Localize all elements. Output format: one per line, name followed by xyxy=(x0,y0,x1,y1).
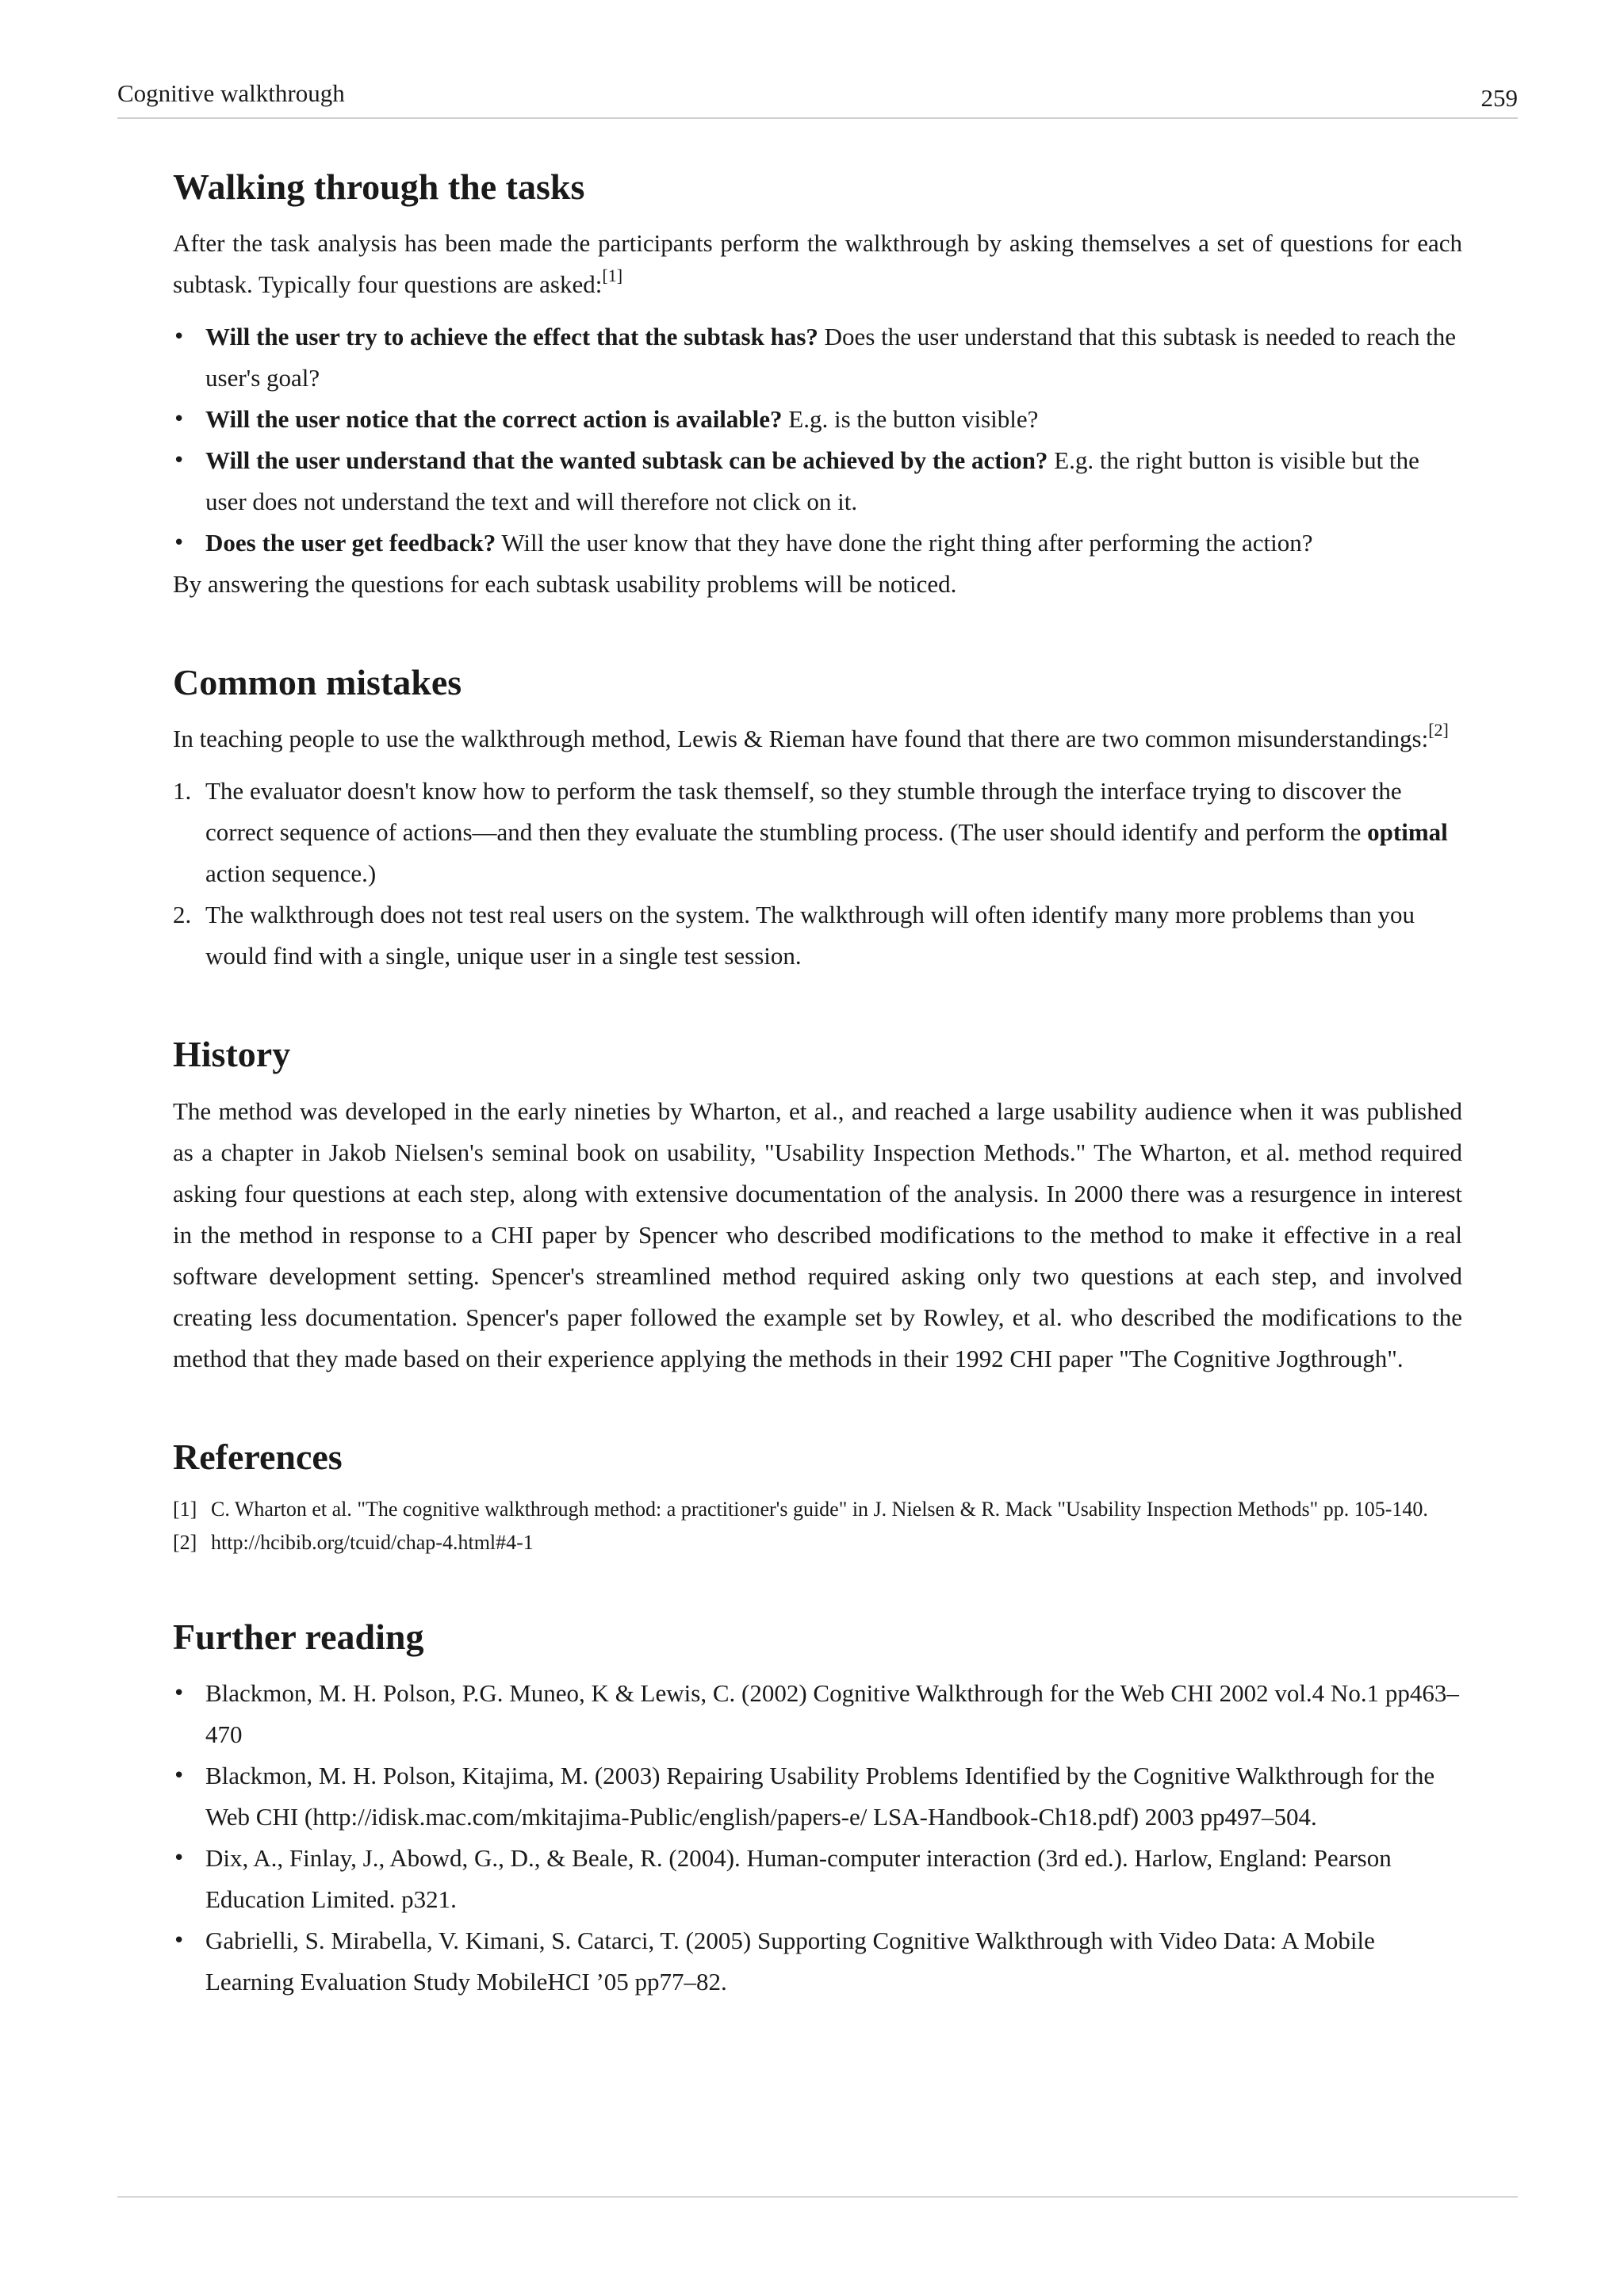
bullet-marker: • xyxy=(173,1928,186,1953)
list-item xyxy=(173,1755,1462,1838)
item-text: action sequence.) xyxy=(205,859,377,888)
list-item xyxy=(173,399,1462,440)
page-number: 259 xyxy=(1480,84,1518,112)
section-walking-through-tasks xyxy=(173,165,1462,605)
reading-text: Blackmon, M. H. Polson, P.G. Muneo, K & Lewis, C. (2002) Cognitive Walkthrough for the Web CHI 2002 vol.4 No.1 pp463–470 xyxy=(205,1678,1459,1748)
reference-item xyxy=(173,1526,1462,1559)
reading-text: Gabrielli, S. Mirabella, V. Kimani, S. Catarci, T. (2005) Supporting Cognitive Walkthrough with Video Data: A Mobile Learning Evaluation Study MobileHCI ’05 pp77–82. xyxy=(205,1926,1375,1996)
question-bold: Does the user get feedback? xyxy=(205,529,496,557)
item-text: The walkthrough does not test real users on the system. The walkthrough will often identify many more problems than you would find with a single, unique user in a single test session. xyxy=(205,901,1415,970)
reference-number: [1] xyxy=(173,1497,197,1521)
page-header xyxy=(117,79,1518,119)
paragraph-text: After the task analysis has been made the participants perform the walkthrough by asking themselves a set of questions for each subtask. Typically four questions are asked: xyxy=(173,229,1462,299)
section-heading: History xyxy=(173,1034,291,1075)
bullet-marker: • xyxy=(173,325,186,350)
question-text: Will the user know that they have done the right thing after performing the action? xyxy=(496,529,1313,557)
item-text: The evaluator doesn't know how to perform the task themself, so they stumble through the interface trying to discover the correct sequence of actions—and then they evaluate the stumbling process. (The user should identify and perform the xyxy=(205,777,1402,847)
paragraph xyxy=(173,223,1462,305)
list-item xyxy=(173,1920,1462,2003)
reference-number: [2] xyxy=(173,1530,197,1554)
question-bold: Will the user try to achieve the effect that the subtask has? xyxy=(205,323,818,351)
running-title: Cognitive walkthrough xyxy=(117,79,345,107)
section-further-reading xyxy=(173,1615,1462,2003)
question-text: E.g. is the button visible? xyxy=(782,405,1039,434)
paragraph xyxy=(173,718,1462,760)
footer-rule xyxy=(117,2196,1518,2198)
question-list xyxy=(173,316,1462,564)
reading-list xyxy=(173,1673,1462,2003)
section-heading: Further reading xyxy=(173,1616,424,1657)
reference-link[interactable]: http://hcibib.org/tcuid/chap-4.html#4-1 xyxy=(211,1530,534,1554)
section-references xyxy=(173,1435,1462,1559)
list-item xyxy=(173,1838,1462,1920)
paragraph: By answering the questions for each subtask usability problems will be noticed. xyxy=(173,570,957,599)
list-item xyxy=(173,1673,1462,1755)
question-bold: Will the user understand that the wanted subtask can be achieved by the action? xyxy=(205,446,1048,475)
bullet-marker: • xyxy=(173,531,186,556)
section-heading: References xyxy=(173,1436,343,1477)
number-marker: 2. xyxy=(173,901,192,929)
question-text: E.g. the right button is visible but the user does not understand the text and will therefore not click on it. xyxy=(205,446,1419,516)
bullet-marker: • xyxy=(173,408,186,432)
bullet-marker: • xyxy=(173,1681,186,1705)
list-item xyxy=(173,522,1462,564)
reading-text: Dix, A., Finlay, J., Abowd, G., D., & Beale, R. (2004). Human-computer interaction (3rd ed.). Harlow, England: Pearson Education Limited. p321. xyxy=(205,1843,1392,1913)
bullet-marker: • xyxy=(173,449,186,473)
section-history xyxy=(173,1032,1462,1379)
item-bold: optimal xyxy=(1367,818,1448,847)
reference-text: C. Wharton et al. "The cognitive walkthrough method: a practitioner's guide" in J. Nielsen & R. Mack "Usability Inspection Methods" pp. 105-140. xyxy=(211,1497,1428,1521)
list-item xyxy=(173,771,1462,894)
reference-item xyxy=(173,1493,1462,1526)
paragraph-text: In teaching people to use the walkthrough method, Lewis & Rieman have found that there are two common misunderstandings: xyxy=(173,725,1429,753)
section-common-mistakes xyxy=(173,660,1462,977)
paragraph: The method was developed in the early nineties by Wharton, et al., and reached a large usability audience when it was published as a chapter in Jakob Nielsen's seminal book on usability, "Usability Inspection Methods." The Wharton, et al. method required asking four questions at each step, along with extensive documentation of the analysis. In 2000 there was a resurgence in interest in the method in response to a CHI paper by Spencer who described modifications to the method to make it effective in a real software development setting. Spencer's streamlined method required asking only two questions at each step, and involved creating less documentation. Spencer's paper followed the example set by Rowley, et al. who described the modifications to the method that they made based on their experience applying the methods in their 1992 CHI paper "The Cognitive Jogthrough". xyxy=(173,1096,1462,1372)
bullet-marker: • xyxy=(173,1763,186,1788)
list-item xyxy=(173,316,1462,399)
list-item xyxy=(173,894,1462,977)
section-heading: Walking through the tasks xyxy=(173,166,585,207)
question-bold: Will the user notice that the correct action is available? xyxy=(205,405,783,434)
number-marker: 1. xyxy=(173,777,192,806)
question-text: Does the user understand that this subtask is needed to reach the user's goal? xyxy=(205,323,1456,392)
citation-link[interactable]: [1] xyxy=(602,266,623,286)
mistakes-list xyxy=(173,771,1462,977)
bullet-marker: • xyxy=(173,1846,186,1870)
article-body xyxy=(173,165,1462,2003)
reference-list xyxy=(173,1493,1462,1559)
section-heading: Common mistakes xyxy=(173,662,462,703)
list-item xyxy=(173,440,1462,522)
reading-text: Blackmon, M. H. Polson, Kitajima, M. (2003) Repairing Usability Problems Identified by the Cognitive Walkthrough for the Web CHI (http://idisk.mac.com/mkitajima-Public/english/papers-e/ LSA-Handbook-Ch18.pdf) 2003 pp497–504. xyxy=(205,1761,1435,1831)
citation-link[interactable]: [2] xyxy=(1428,720,1449,740)
